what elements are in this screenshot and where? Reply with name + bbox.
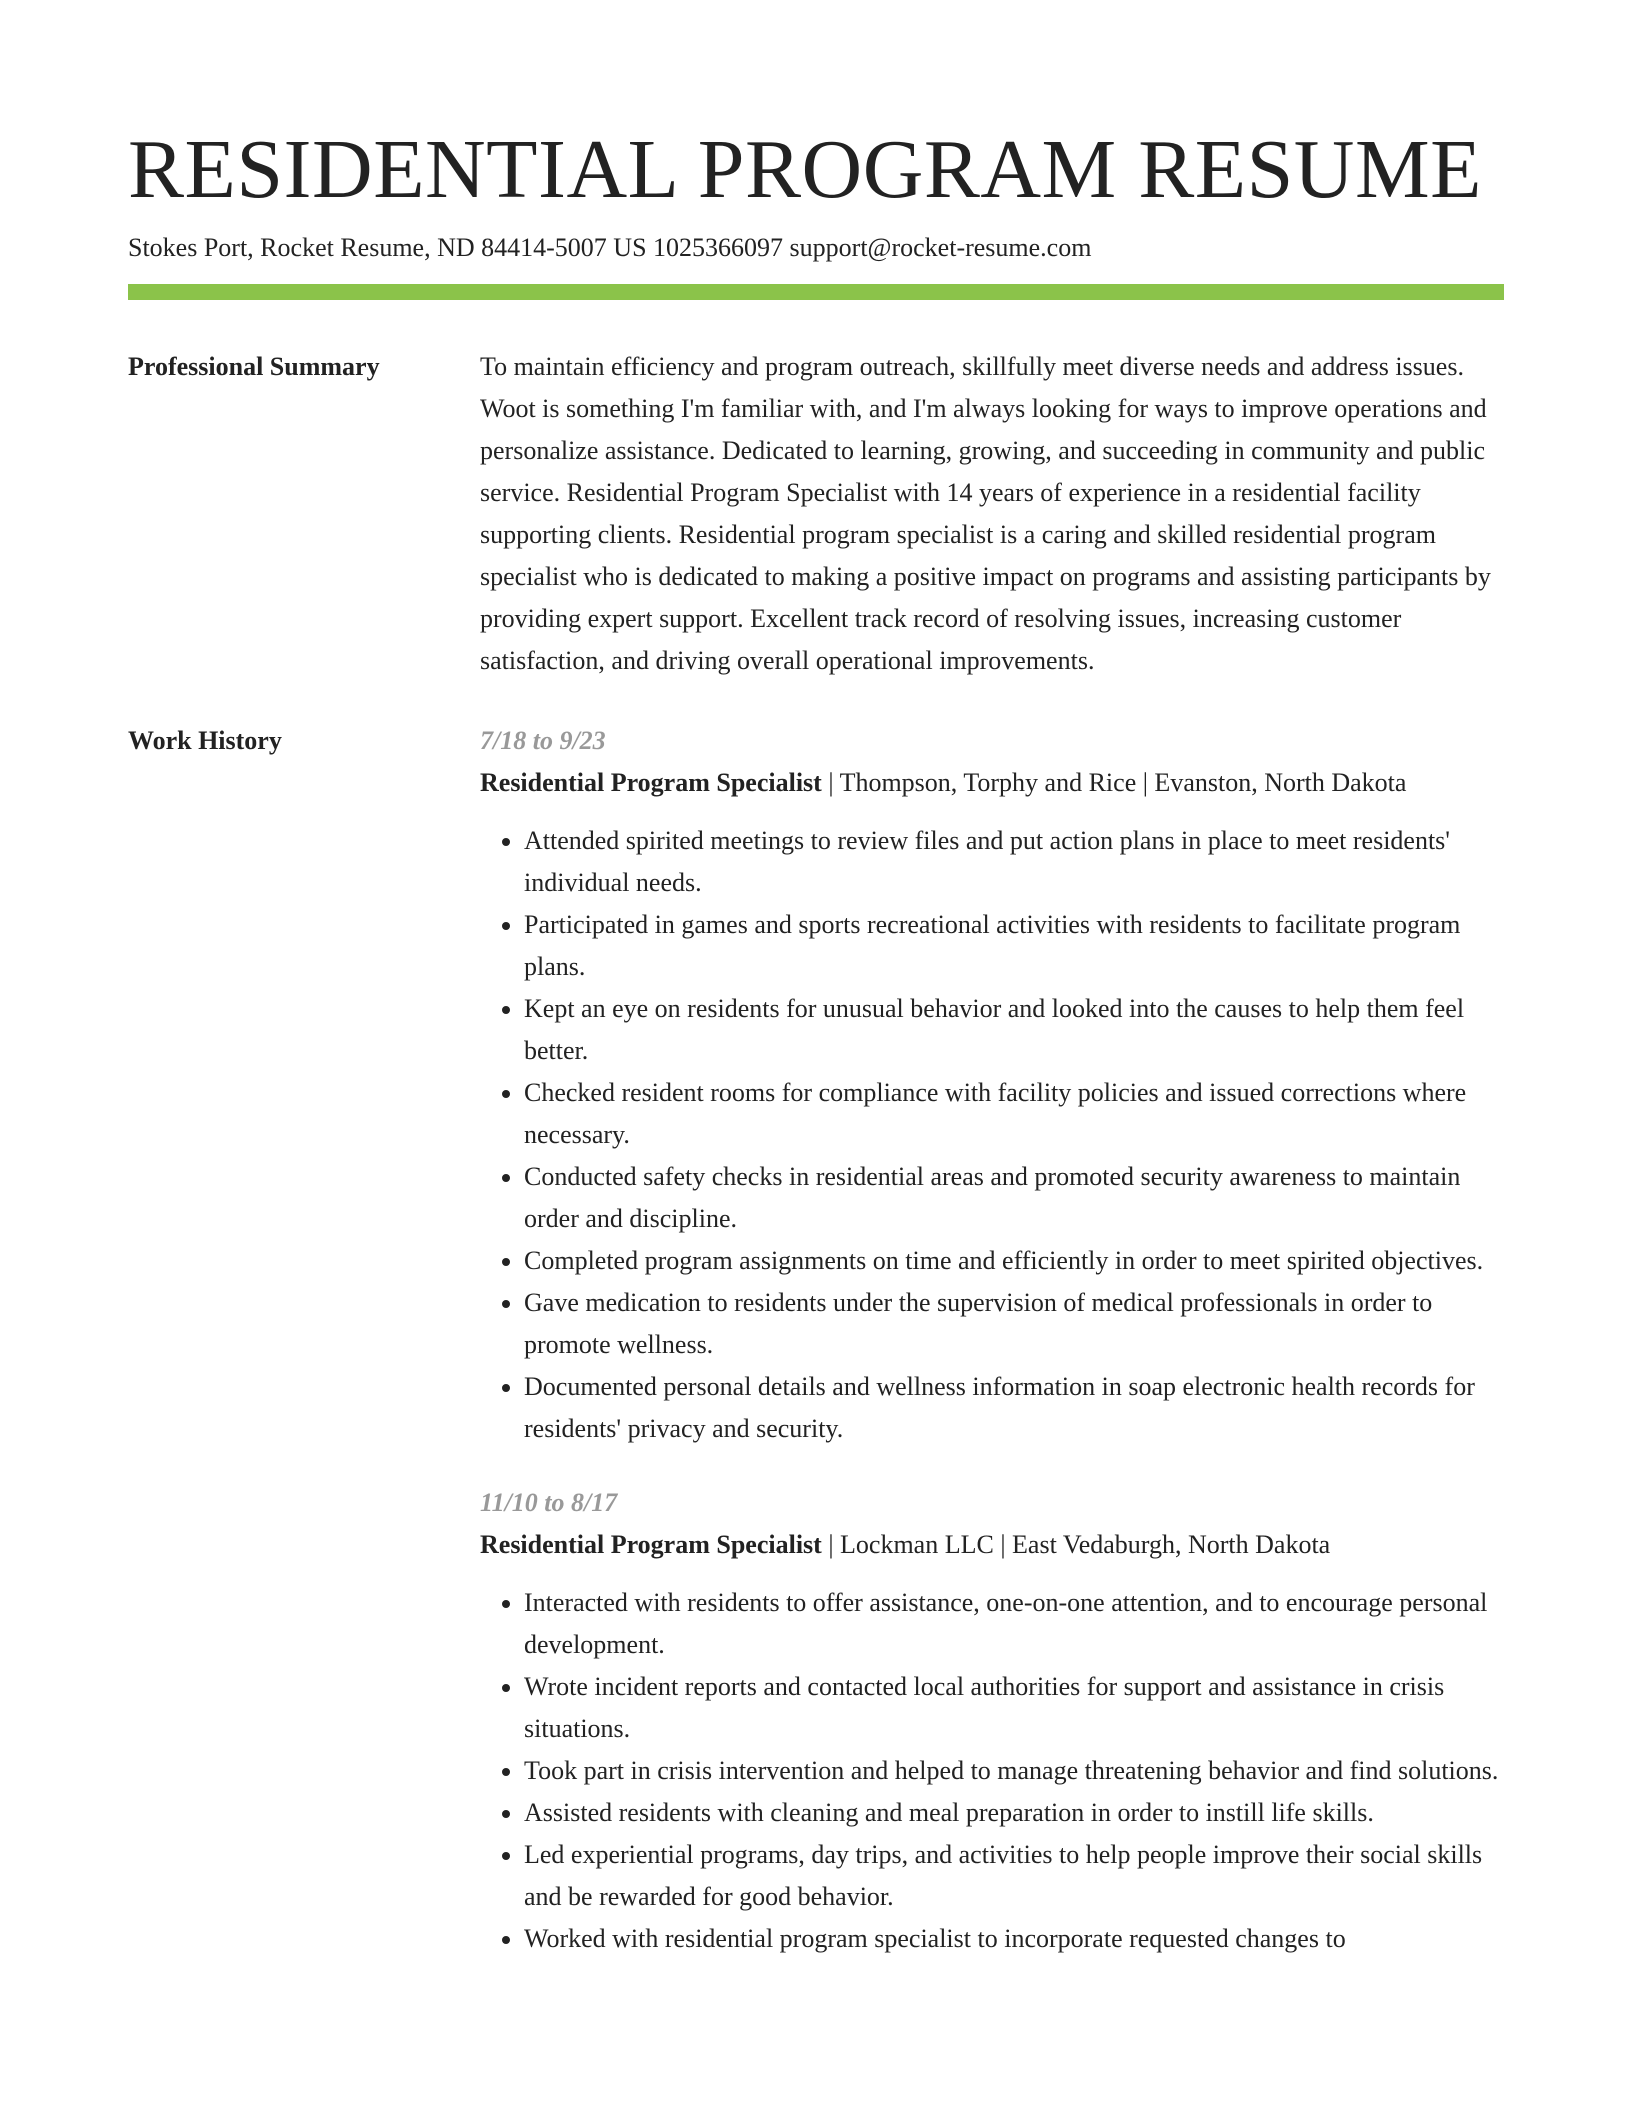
work-history-section bbox=[128, 720, 1504, 1992]
job-bullet: • Worked with residential program specialist to incorporate requested changes to bbox=[524, 1918, 1504, 1960]
job-bullet: • Gave medication to residents under the supervision of medical professionals in order to promote wellness. bbox=[524, 1282, 1504, 1366]
job-bullet: • Wrote incident reports and contacted local authorities for support and assistance in crisis situations. bbox=[524, 1666, 1504, 1750]
job-bullets bbox=[480, 1582, 1504, 1960]
job-entry bbox=[480, 720, 1504, 1450]
accent-divider bbox=[128, 284, 1504, 300]
resume-page bbox=[128, 120, 1504, 1992]
job-header bbox=[480, 1524, 1504, 1566]
job-bullet: • Participated in games and sports recreational activities with residents to facilitate program plans. bbox=[524, 904, 1504, 988]
job-bullet: • Took part in crisis intervention and helped to manage threatening behavior and find solutions. bbox=[524, 1750, 1504, 1792]
contact-line: Stokes Port, Rocket Resume, ND 84414-5007 US 1025366097 support@rocket-resume.com bbox=[128, 233, 1092, 262]
job-bullet: • Checked resident rooms for compliance with facility policies and issued corrections where necessary. bbox=[524, 1072, 1504, 1156]
job-title: Residential Program Specialist bbox=[480, 768, 822, 797]
job-details: | Lockman LLC | East Vedaburgh, North Dakota bbox=[821, 1530, 1331, 1559]
professional-summary-section bbox=[128, 346, 1504, 682]
job-title: Residential Program Specialist bbox=[480, 1530, 822, 1559]
job-details: | Thompson, Torphy and Rice | Evanston, North Dakota bbox=[821, 768, 1407, 797]
job-bullets bbox=[480, 820, 1504, 1450]
job-entry bbox=[480, 1482, 1504, 1960]
job-bullet: • Attended spirited meetings to review files and put action plans in place to meet residents' individual needs. bbox=[524, 820, 1504, 904]
job-header bbox=[480, 762, 1504, 804]
summary-text: To maintain efficiency and program outreach, skillfully meet diverse needs and address issues. Woot is something I'm familiar with, and I'm always looking for ways to improve operations and personalize assistance. Dedicated to learning, growing, and succeeding in community and public service. Residential Program Specialist with 14 years of experience in a residential facility supporting clients. Residential program specialist is a caring and skilled residential program specialist who is dedicated to making a positive impact on programs and assisting participants by providing expert support. Excellent track record of resolving issues, increasing customer satisfaction, and driving overall operational improvements. bbox=[480, 352, 1491, 675]
job-bullet: • Kept an eye on residents for unusual behavior and looked into the causes to help them feel better. bbox=[524, 988, 1504, 1072]
section-label-summary: Professional Summary bbox=[128, 352, 380, 381]
resume-title: RESIDENTIAL PROGRAM RESUME bbox=[128, 123, 1482, 216]
job-dates: 7/18 to 9/23 bbox=[480, 726, 606, 755]
job-bullet: • Completed program assignments on time and efficiently in order to meet spirited objectives. bbox=[524, 1240, 1504, 1282]
job-bullet: • Assisted residents with cleaning and meal preparation in order to instill life skills. bbox=[524, 1792, 1504, 1834]
job-bullet: • Documented personal details and wellness information in soap electronic health records for residents' privacy and security. bbox=[524, 1366, 1504, 1450]
job-bullet: • Conducted safety checks in residential areas and promoted security awareness to maintain order and discipline. bbox=[524, 1156, 1504, 1240]
job-dates: 11/10 to 8/17 bbox=[480, 1488, 618, 1517]
job-bullet: • Led experiential programs, day trips, and activities to help people improve their social skills and be rewarded for good behavior. bbox=[524, 1834, 1504, 1918]
section-label-work: Work History bbox=[128, 726, 282, 755]
job-bullet: • Interacted with residents to offer assistance, one-on-one attention, and to encourage personal development. bbox=[524, 1582, 1504, 1666]
